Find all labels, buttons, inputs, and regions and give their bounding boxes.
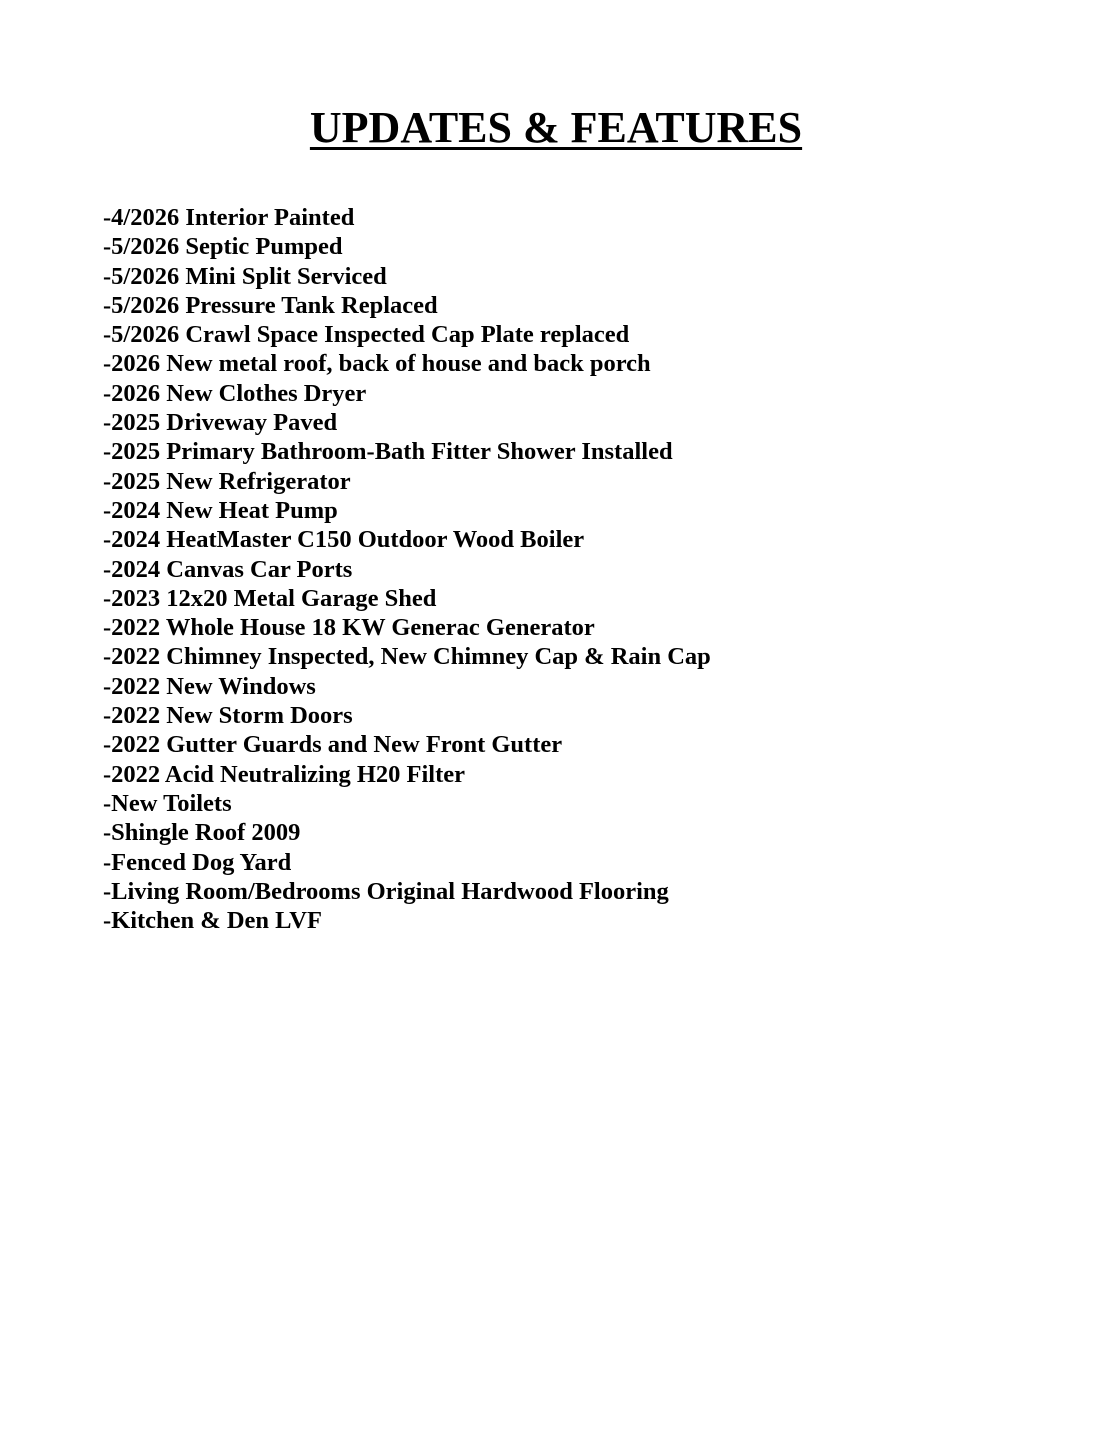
list-item: -2025 Primary Bathroom-Bath Fitter Shower Installed [103,438,673,466]
page-title: UPDATES & FEATURES [309,103,803,152]
list-item: -5/2026 Crawl Space Inspected Cap Plate replaced [103,321,630,349]
list-item: -2025 New Refrigerator [103,467,351,495]
list-item: -Fenced Dog Yard [103,848,292,876]
list-item: -Kitchen & Den LVF [103,907,322,935]
list-item: -2023 12x20 Metal Garage Shed [103,584,437,612]
list-item: -5/2026 Septic Pumped [103,233,343,261]
list-item: -2022 New Windows [103,672,316,700]
list-item: -2024 New Heat Pump [103,496,338,524]
list-item: -2022 Acid Neutralizing H20 Filter [103,760,465,788]
list-item: -Shingle Roof 2009 [103,819,301,847]
list-item: -2024 HeatMaster C150 Outdoor Wood Boiler [103,526,585,554]
list-item: -2022 Chimney Inspected, New Chimney Cap & Rain Cap [103,643,711,671]
list-item: -2026 New Clothes Dryer [103,379,367,407]
features-list [103,203,711,935]
list-item: -5/2026 Pressure Tank Replaced [103,291,438,319]
list-item: -2022 Gutter Guards and New Front Gutter [103,731,563,759]
list-item: -New Toilets [103,789,232,817]
list-item: -2024 Canvas Car Ports [103,555,353,583]
list-item: -Living Room/Bedrooms Original Hardwood Flooring [103,877,669,905]
list-item: -2022 New Storm Doors [103,702,353,730]
list-item: -5/2026 Mini Split Serviced [103,262,387,290]
list-item: -2025 Driveway Paved [103,409,338,437]
list-item: -4/2026 Interior Painted [103,204,355,231]
list-item: -2026 New metal roof, back of house and back porch [103,350,651,378]
list-item: -2022 Whole House 18 KW Generac Generator [103,614,595,642]
